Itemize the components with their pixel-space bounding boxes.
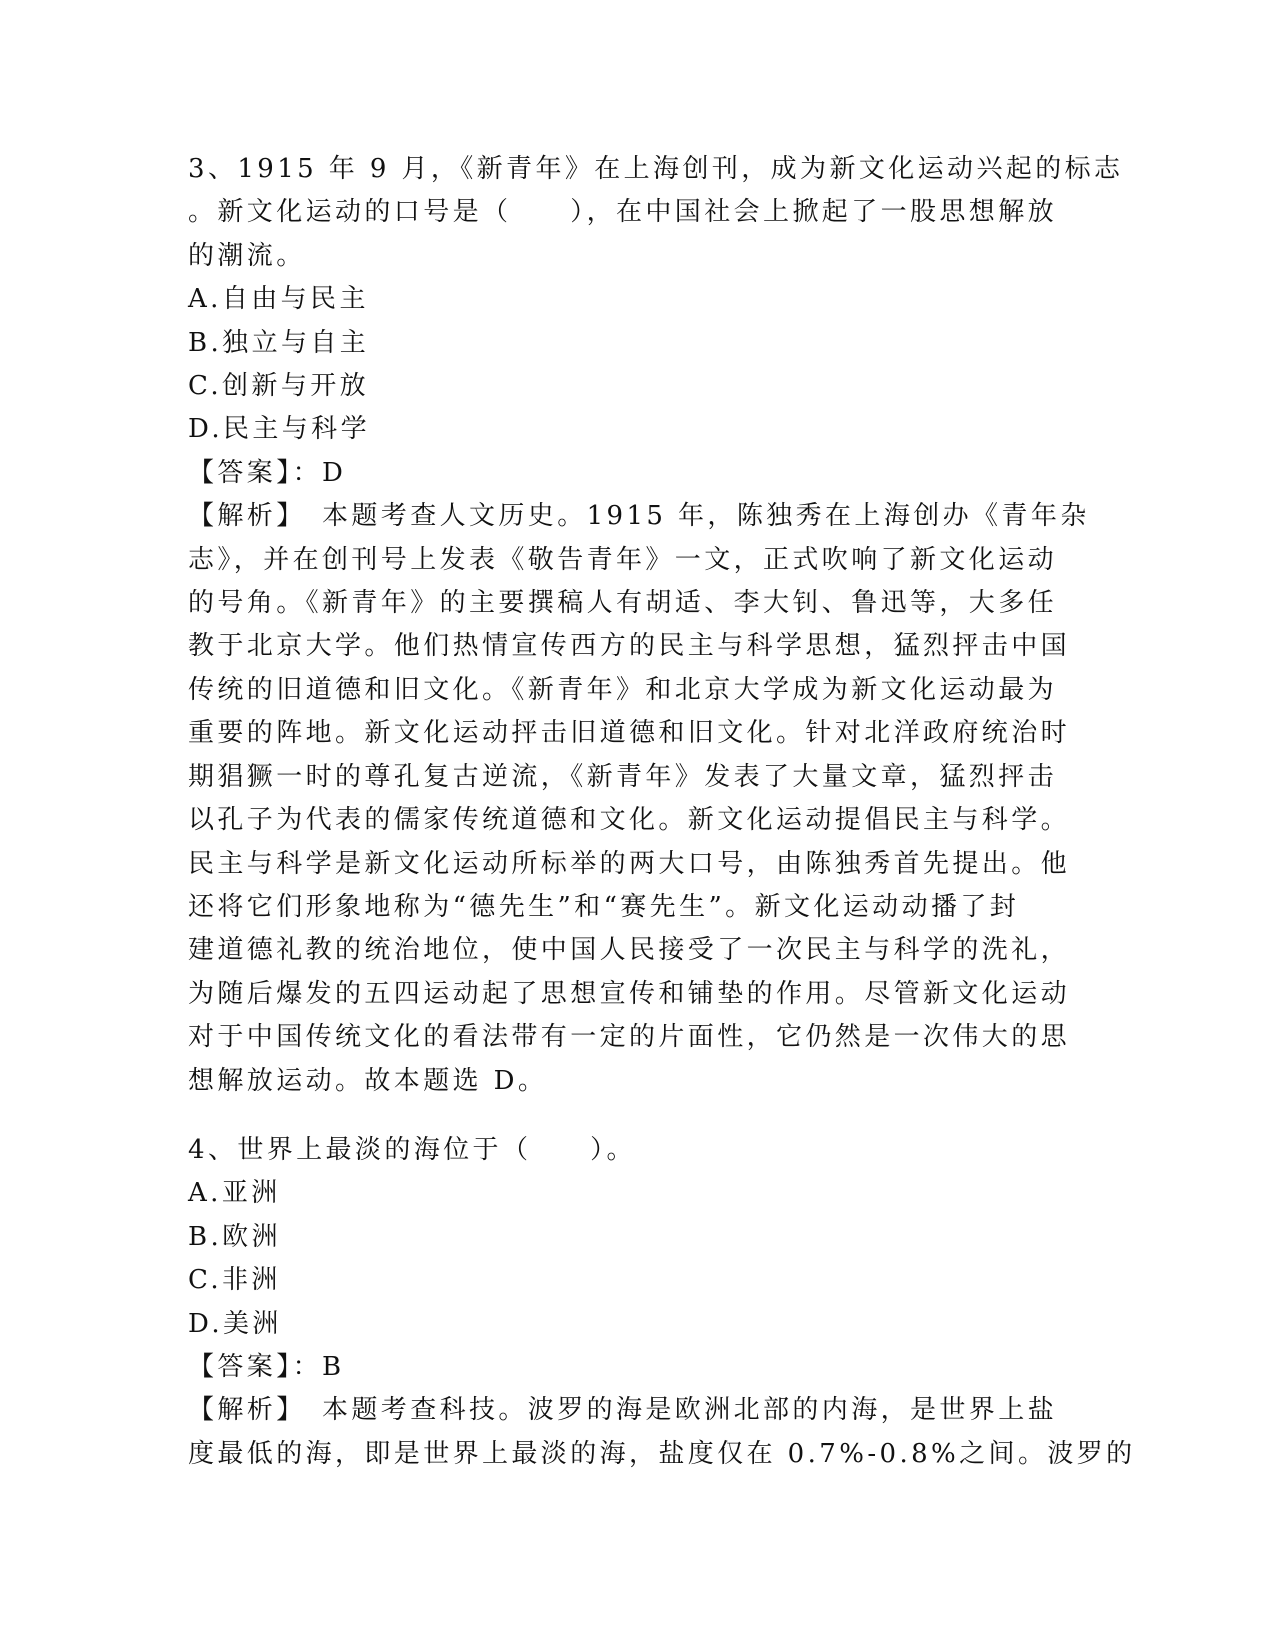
analysis-line: 对于中国传统文化的看法带有一定的片面性，它仍然是一次伟大的思 (188, 1022, 1071, 1053)
analysis-line: 度最低的海，即是世界上最淡的海，盐度仅在 0.7%-0.8%之间。波罗的 (188, 1438, 1136, 1469)
question-stem-line: 的潮流。 (188, 240, 306, 271)
option-d: D.民主与科学 (188, 414, 370, 445)
option-c: C.非洲 (188, 1265, 281, 1296)
answer-line: 【答案】：B (188, 1351, 345, 1382)
analysis-line: 还将它们形象地称为“德先生”和“赛先生”。新文化运动动播了封 (188, 891, 1020, 922)
option-d: D.美洲 (188, 1308, 282, 1339)
analysis-line: 【解析】 本题考查科技。波罗的海是欧洲北部的内海，是世界上盐 (188, 1395, 1058, 1426)
analysis-line: 建道德礼教的统治地位，使中国人民接受了一次民主与科学的洗礼， (188, 935, 1071, 966)
analysis-line: 传统的旧道德和旧文化。《新青年》和北京大学成为新文化运动最为 (188, 674, 1058, 705)
analysis-line: 为随后爆发的五四运动起了思想宣传和铺垫的作用。尽管新文化运动 (188, 978, 1071, 1009)
question-3 (188, 148, 1124, 1103)
analysis-line: 志》，并在创刊号上发表《敬告青年》一文，正式吹响了新文化运动 (188, 544, 1058, 575)
question-spacer (188, 1103, 1088, 1129)
question-4 (188, 1129, 1136, 1476)
analysis-line: 民主与科学是新文化运动所标举的两大口号，由陈独秀首先提出。他 (188, 848, 1071, 879)
analysis-line: 重要的阵地。新文化运动抨击旧道德和旧文化。针对北洋政府统治时 (188, 718, 1071, 749)
answer-line: 【答案】：D (188, 457, 347, 488)
option-a: A.自由与民主 (188, 284, 369, 315)
question-stem-line: 4、世界上最淡的海位于（ ）。 (188, 1134, 636, 1165)
option-b: B.欧洲 (188, 1221, 281, 1252)
document-page (188, 148, 1136, 1476)
option-a: A.亚洲 (188, 1178, 281, 1209)
question-stem-line: 3、1915 年 9 月，《新青年》在上海创刊，成为新文化运动兴起的标志 (188, 154, 1124, 184)
analysis-line: 期猖獗一时的尊孔复古逆流，《新青年》发表了大量文章，猛烈抨击 (188, 761, 1058, 792)
question-stem-line: 。新文化运动的口号是（ ），在中国社会上掀起了一股思想解放 (188, 197, 1058, 228)
analysis-line: 以孔子为代表的儒家传统道德和文化。新文化运动提倡民主与科学。 (188, 805, 1071, 836)
option-b: B.独立与自主 (188, 327, 370, 358)
analysis-line: 的号角。《新青年》的主要撰稿人有胡适、李大钊、鲁迅等，大多任 (188, 588, 1058, 619)
analysis-line: 教于北京大学。他们热情宣传西方的民主与科学思想，猛烈抨击中国 (188, 631, 1071, 662)
analysis-line: 【解析】 本题考查人文历史。1915 年，陈独秀在上海创办《青年杂 (188, 501, 1090, 532)
option-c: C.创新与开放 (188, 371, 370, 402)
analysis-line: 想解放运动。故本题选 D。 (188, 1065, 548, 1096)
